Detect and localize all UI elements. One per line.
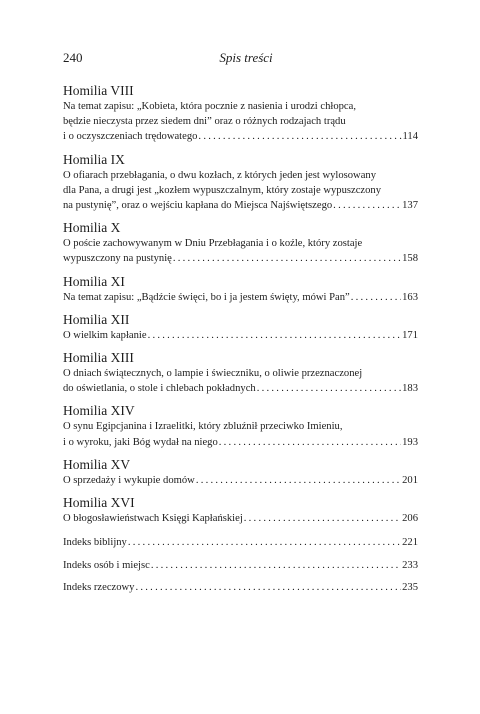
entry-desc-line: będzie nieczysta przez siedem dni” oraz o różnych rodzajach trądu bbox=[63, 116, 346, 128]
dot-leader bbox=[244, 511, 401, 526]
toc-index-subject[interactable] bbox=[63, 577, 418, 600]
index-label: Indeks biblijny bbox=[63, 537, 127, 549]
entry-last-line: i o oczyszczeniach trędowatego bbox=[63, 131, 198, 143]
entry-desc-line: O poście zachowywanym w Dniu Przebłagania i o koźle, który zostaje bbox=[63, 238, 363, 250]
toc-line[interactable] bbox=[63, 381, 418, 396]
entry-title: Homilia IX bbox=[63, 151, 125, 167]
toc-entry-homilia-xvi bbox=[63, 494, 418, 526]
dot-leader bbox=[135, 577, 401, 600]
dot-leader bbox=[196, 473, 401, 488]
entry-last-line: Na temat zapisu: „Bądźcie święci, bo i ja jestem święty, mówi Pan” bbox=[63, 291, 350, 303]
toc-line[interactable] bbox=[63, 251, 418, 266]
toc-entry-homilia-ix bbox=[63, 151, 418, 214]
table-of-contents bbox=[63, 82, 418, 600]
entry-title: Homilia VIII bbox=[63, 83, 134, 98]
entry-desc-line: dla Pana, a drugi jest „kozłem wypuszczalnym, który zostaje wypuszczony bbox=[63, 184, 382, 196]
entry-last-line: i o wyroku, jaki Bóg wydał na niego bbox=[63, 436, 218, 448]
entry-last-line: wypuszczony na pustynię bbox=[63, 253, 172, 265]
entry-title: Homilia XIV bbox=[63, 403, 135, 419]
toc-line[interactable] bbox=[63, 129, 418, 144]
toc-entry-homilia-x bbox=[63, 219, 418, 266]
page-number: 240 bbox=[63, 50, 83, 65]
entry-page-number: 137 bbox=[402, 200, 418, 212]
dot-leader bbox=[219, 435, 401, 450]
entry-desc-line: O dniach świątecznych, o lampie i świeczniku, o oliwie przeznaczonej bbox=[63, 368, 363, 380]
dot-leader bbox=[151, 555, 401, 578]
entry-page-number: 163 bbox=[402, 291, 418, 303]
dot-leader bbox=[333, 198, 401, 213]
entry-desc-line: O ofiarach przebłagania, o dwu kozłach, z których jeden jest wylosowany bbox=[63, 169, 376, 181]
entry-page-number: 193 bbox=[402, 436, 418, 448]
toc-entry-homilia-viii bbox=[63, 82, 418, 145]
entry-page-number: 158 bbox=[402, 253, 418, 265]
entry-title: Homilia XIII bbox=[63, 350, 134, 366]
entry-page-number: 171 bbox=[402, 329, 418, 341]
dot-leader bbox=[351, 290, 401, 305]
toc-line[interactable] bbox=[63, 435, 418, 450]
toc-index-persons-places[interactable] bbox=[63, 555, 418, 578]
entry-title: Homilia XVI bbox=[63, 495, 135, 511]
entry-page-number: 114 bbox=[402, 131, 418, 143]
page-header bbox=[0, 50, 480, 70]
toc-line[interactable] bbox=[63, 328, 418, 343]
dot-leader bbox=[198, 129, 401, 144]
dot-leader bbox=[173, 251, 401, 266]
index-label: Indeks osób i miejsc bbox=[63, 559, 150, 571]
toc-entry-homilia-xv bbox=[63, 456, 418, 488]
toc-entry-homilia-xiii bbox=[63, 349, 418, 396]
index-page-number: 233 bbox=[402, 559, 418, 571]
index-label: Indeks rzeczowy bbox=[63, 582, 135, 594]
toc-line[interactable] bbox=[63, 473, 418, 488]
dot-leader bbox=[128, 532, 401, 555]
entry-last-line: na pustynię”, oraz o wejściu kapłana do Miejsca Najświętszego bbox=[63, 200, 333, 212]
toc-entry-homilia-xiv bbox=[63, 402, 418, 449]
entry-title: Homilia XII bbox=[63, 311, 130, 327]
running-title: Spis treści bbox=[219, 50, 273, 65]
entry-page-number: 183 bbox=[402, 383, 418, 395]
entry-last-line: O sprzedaży i wykupie domów bbox=[63, 474, 195, 486]
index-page-number: 235 bbox=[402, 582, 418, 594]
toc-index-biblical[interactable] bbox=[63, 532, 418, 555]
dot-leader bbox=[148, 328, 402, 343]
entry-last-line: O błogosławieństwach Księgi Kapłańskiej bbox=[63, 513, 243, 525]
dot-leader bbox=[257, 381, 401, 396]
entry-desc-line: O synu Egipcjanina i Izraelitki, który zbluźnił przeciwko Imieniu, bbox=[63, 421, 343, 433]
index-list bbox=[63, 532, 418, 600]
entry-desc-line: Na temat zapisu: „Kobieta, która pocznie z nasienia i urodzi chłopca, bbox=[63, 101, 356, 112]
entry-page-number: 201 bbox=[402, 474, 418, 486]
toc-entry-homilia-xi bbox=[63, 273, 418, 305]
entry-title: Homilia X bbox=[63, 220, 121, 236]
toc-line[interactable] bbox=[63, 198, 418, 213]
entry-last-line: O wielkim kapłanie bbox=[63, 329, 147, 341]
toc-entry-homilia-xii bbox=[63, 311, 418, 343]
entry-title: Homilia XV bbox=[63, 456, 131, 472]
entry-page-number: 206 bbox=[402, 513, 418, 525]
index-page-number: 221 bbox=[402, 537, 418, 549]
entry-title: Homilia XI bbox=[63, 273, 125, 289]
toc-line[interactable] bbox=[63, 511, 418, 526]
entry-last-line: do oświetlania, o stole i chlebach pokładnych bbox=[63, 383, 256, 395]
toc-line[interactable] bbox=[63, 290, 418, 305]
